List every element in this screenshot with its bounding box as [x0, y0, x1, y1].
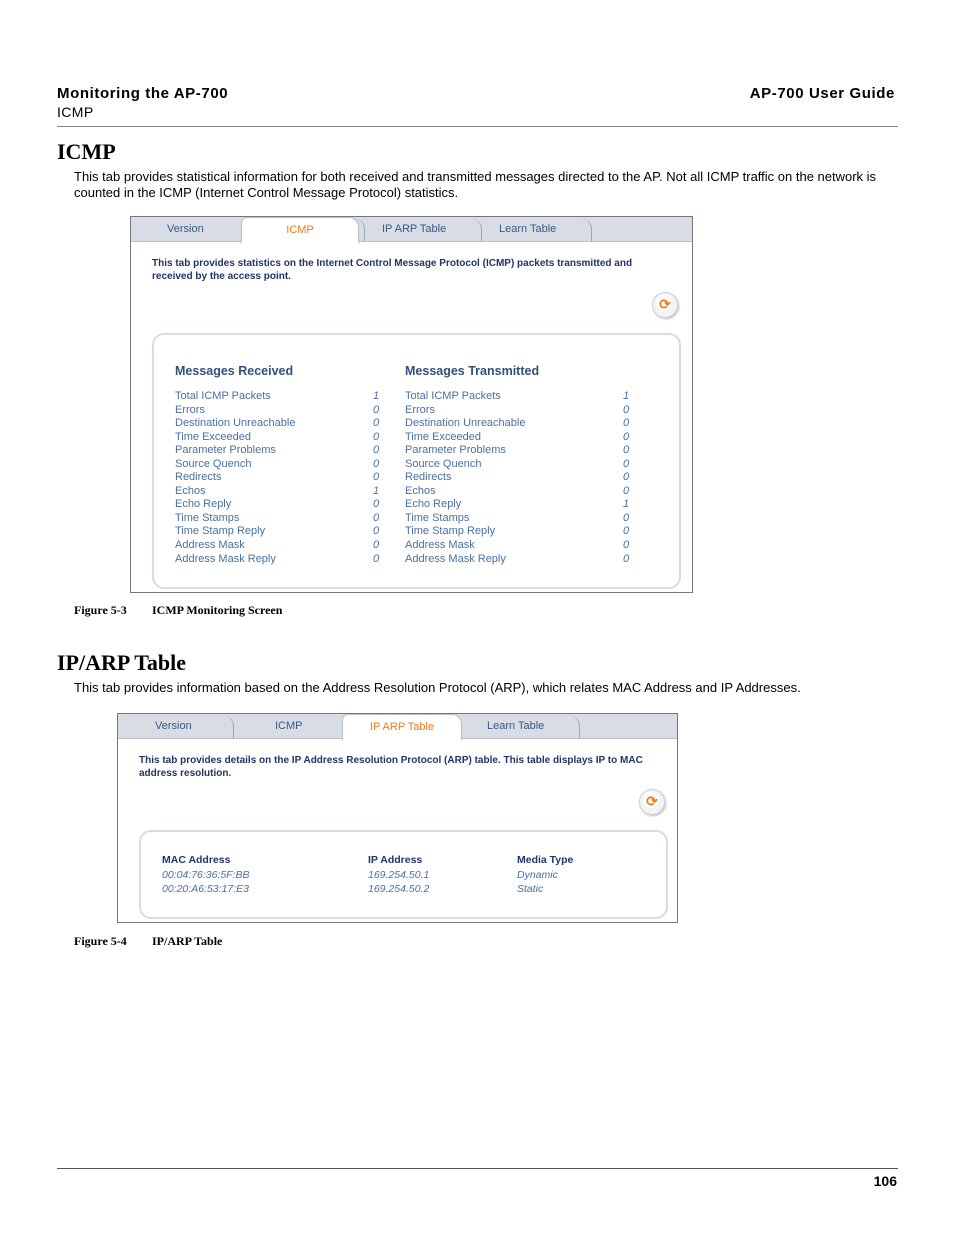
tab-learn-table[interactable] [487, 714, 567, 738]
stat-value: 1 [623, 498, 630, 511]
figure-5-4-caption [74, 934, 222, 949]
stat-row [175, 512, 381, 526]
stat-value: 0 [373, 430, 380, 443]
refresh-icon[interactable]: ⟳ [652, 292, 678, 318]
stat-row [405, 458, 632, 472]
tab-label: IP ARP Table [382, 223, 447, 235]
stat-label: Source Quench [405, 457, 482, 470]
mac-address-header: MAC Address [162, 854, 231, 866]
stat-row [405, 431, 632, 445]
running-header-chapter: Monitoring the AP-700 [57, 85, 229, 102]
stat-label: Time Stamps [175, 511, 240, 524]
tab-version[interactable] [155, 714, 225, 738]
stat-label: Errors [175, 403, 205, 416]
arp-description: This tab provides information based on the Address Resolution Protocol (ARP), which relates MAC Address and IP Addresses. [74, 680, 801, 695]
stat-row [405, 404, 632, 418]
stat-row [175, 444, 381, 458]
figure-5-3-caption [74, 603, 282, 618]
stat-label: Source Quench [175, 457, 252, 470]
received-list [175, 390, 381, 566]
icmp-intro-text: This tab provides statistics on the Internet Control Message Protocol (ICMP) packets transmitted and received by the access point. [152, 258, 633, 282]
tab-learn-table[interactable] [499, 217, 579, 241]
stat-row [405, 390, 632, 404]
tab-label: Version [155, 720, 192, 732]
arp-heading: IP/ARP Table [57, 650, 186, 675]
messages-transmitted-title: Messages Transmitted [405, 364, 540, 378]
stat-value: 0 [373, 444, 380, 457]
stat-value: 0 [623, 444, 630, 457]
figure-title: ICMP Monitoring Screen [152, 603, 283, 617]
stat-row [405, 485, 632, 499]
tab-label: Learn Table [499, 223, 557, 235]
media-type-cell: Dynamic [517, 869, 558, 881]
stat-label: Parameter Problems [405, 444, 506, 457]
stat-row [175, 431, 381, 445]
stat-label: Echos [175, 484, 206, 497]
stat-label: Total ICMP Packets [405, 390, 501, 402]
media-type-cell: Static [517, 883, 544, 895]
stat-label: Time Stamp Reply [405, 525, 496, 538]
stat-label: Time Exceeded [405, 430, 482, 443]
media-type-header: Media Type [517, 854, 574, 866]
stat-label: Address Mask Reply [405, 552, 506, 565]
stat-value: 0 [373, 498, 380, 511]
stat-value: 0 [373, 552, 380, 565]
stat-row [405, 471, 632, 485]
footer-rule [57, 1168, 898, 1169]
stat-label: Destination Unreachable [175, 417, 296, 430]
stat-value: 0 [623, 552, 630, 565]
stat-value: 0 [373, 511, 380, 524]
figure-number: Figure 5-4 [74, 934, 127, 948]
stat-value: 0 [373, 457, 380, 470]
stat-value: 0 [623, 403, 630, 416]
stat-row [405, 417, 632, 431]
tab-bar [131, 217, 692, 242]
messages-received-title: Messages Received [175, 364, 294, 378]
stat-label: Time Stamp Reply [175, 525, 266, 538]
icmp-stats-panel [152, 333, 681, 589]
arp-screenshot [117, 713, 678, 923]
stat-row [175, 553, 381, 567]
stat-row [175, 539, 381, 553]
running-header-guide-title: AP-700 User Guide [749, 85, 895, 102]
tab-bar [118, 714, 677, 739]
arp-table-panel [139, 830, 668, 919]
tab-label: ICMP [286, 224, 314, 236]
arp-intro-text: This tab provides details on the IP Address Resolution Protocol (ARP) table. This table displays IP to MAC address resolution. [139, 755, 643, 779]
tab-label: ICMP [275, 720, 303, 732]
stat-row [405, 539, 632, 553]
stat-label: Echo Reply [405, 498, 462, 511]
stat-label: Time Stamps [405, 511, 470, 524]
stat-row [175, 417, 381, 431]
tab-label: Version [167, 223, 204, 235]
stat-value: 1 [373, 484, 380, 497]
ip-address-cell: 169.254.50.2 [368, 883, 430, 895]
stat-row [405, 444, 632, 458]
stat-label: Redirects [405, 471, 452, 484]
running-header-section: ICMP [57, 104, 94, 120]
stat-row [175, 458, 381, 472]
stat-value: 0 [623, 471, 630, 484]
ip-address-cell: 169.254.50.1 [368, 869, 430, 881]
tab-version[interactable] [167, 217, 237, 241]
figure-number: Figure 5-3 [74, 603, 127, 617]
stat-label: Redirects [175, 471, 222, 484]
stat-label: Errors [405, 403, 435, 416]
stat-value: 0 [373, 525, 380, 538]
stat-row [405, 525, 632, 539]
stat-row [175, 525, 381, 539]
stat-label: Address Mask [405, 539, 475, 552]
figure-title: IP/ARP Table [152, 934, 223, 948]
stat-value: 0 [623, 539, 630, 552]
stat-value: 0 [623, 511, 630, 524]
stat-value: 1 [373, 390, 380, 402]
ip-address-header: IP Address [368, 854, 423, 866]
stat-row [175, 471, 381, 485]
tab-label: Learn Table [487, 720, 545, 732]
stat-label: Parameter Problems [175, 444, 276, 457]
stat-value: 0 [623, 417, 630, 430]
stat-row [175, 404, 381, 418]
header-rule [57, 126, 898, 127]
stat-value: 0 [373, 539, 380, 552]
stat-value: 0 [623, 430, 630, 443]
transmitted-list [405, 390, 632, 566]
stat-row [405, 498, 632, 512]
tab-ip-arp-table[interactable] [342, 714, 462, 740]
stat-label: Time Exceeded [175, 430, 252, 443]
mac-address-cell: 00:04:76:36:5F:BB [162, 869, 250, 881]
stat-row [405, 553, 632, 567]
stat-value: 1 [623, 390, 630, 402]
stat-label: Echo Reply [175, 498, 232, 511]
icmp-screenshot [130, 216, 693, 593]
stat-row [175, 485, 381, 499]
stat-value: 0 [623, 525, 630, 538]
stat-row [405, 512, 632, 526]
refresh-icon[interactable]: ⟳ [639, 789, 665, 815]
stat-label: Address Mask [175, 539, 245, 552]
stat-value: 0 [373, 403, 380, 416]
stat-label: Destination Unreachable [405, 417, 526, 430]
stat-value: 0 [623, 457, 630, 470]
tab-icmp[interactable] [241, 217, 359, 243]
mac-address-cell: 00:20:A6:53:17:E3 [162, 883, 249, 895]
stat-value: 0 [373, 417, 380, 430]
icmp-description: This tab provides statistical information for both received and transmitted messages directed to the AP. Not all ICMP traffic on the network is counted in the ICMP (Internet Control Message Protocol) statistics. [74, 169, 877, 200]
icmp-heading: ICMP [57, 139, 116, 164]
page-number: 106 [873, 1173, 897, 1189]
stat-label: Echos [405, 484, 436, 497]
stat-row [175, 498, 381, 512]
stat-value: 0 [373, 471, 380, 484]
stat-value: 0 [623, 484, 630, 497]
stat-label: Address Mask Reply [175, 552, 276, 565]
stat-label: Total ICMP Packets [175, 390, 271, 402]
stat-row [175, 390, 381, 404]
tab-icmp[interactable] [275, 714, 335, 738]
tab-ip-arp-table[interactable] [382, 217, 462, 241]
tab-label: IP ARP Table [369, 721, 435, 733]
